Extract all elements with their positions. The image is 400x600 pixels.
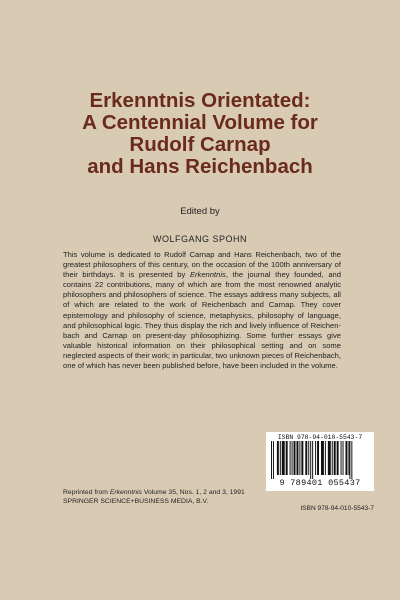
- publisher-name: SPRINGER SCIENCE+BUSINESS MEDIA, B.V.: [63, 497, 209, 505]
- barcode-bar: [305, 441, 307, 475]
- barcode-bar: [310, 441, 311, 479]
- barcode-bar: [294, 441, 296, 475]
- barcode-bar: [348, 441, 349, 475]
- barcode-bar: [325, 441, 326, 475]
- book-title: [40, 90, 360, 178]
- barcode-bar: [277, 441, 279, 475]
- reprint-prefix: Reprinted from: [63, 489, 110, 496]
- barcode-bar: [271, 441, 272, 479]
- barcode-bar: [273, 441, 274, 479]
- barcode-bar: [328, 441, 331, 475]
- barcode-bar: [296, 441, 298, 475]
- barcode-bar: [351, 441, 352, 479]
- barcode-bar: [315, 441, 316, 475]
- barcode-bar: [301, 441, 303, 475]
- barcode-bar: [337, 441, 339, 475]
- barcode-bar: [334, 441, 336, 475]
- barcode-bar: [299, 441, 300, 475]
- edited-by-label: Edited by: [180, 206, 220, 217]
- barcode-bar: [282, 441, 285, 475]
- barcode-bar: [290, 441, 291, 475]
- title-line-2: A Centennial Volume for: [82, 111, 318, 134]
- barcode-bar: [343, 441, 344, 475]
- title-line-1: Erkenntnis Orientated:: [89, 89, 311, 112]
- barcode-isbn-label: ISBN 978-94-010-5543-7: [277, 434, 363, 441]
- barcode-bar: [280, 441, 281, 475]
- book-description: [63, 250, 341, 371]
- barcode-bar: [317, 441, 319, 475]
- barcode-bar: [321, 441, 324, 475]
- description-journal-name: Erkenntnis: [189, 270, 226, 280]
- barcode-bar: [349, 441, 350, 479]
- barcode-bar: [312, 441, 313, 479]
- barcode-ean-digits: 9 789401 055437: [279, 478, 361, 488]
- barcode-bar: [345, 441, 347, 475]
- barcode-bar: [332, 441, 333, 475]
- description-part-2: , the journal they founded, and contains 22 contributions, many of which are from the most renowned analytic philosophers and philosophers of science. The essays address many subjects, all of which are related to the work of Reichenbach and Carnap. They cover epistemology and philosophy of science, metaphysics, philosophy of language, and philosophical logic. They thus display the rich and lively influence of Reichenbach and Carnap on present-day philosophizing. Some further essays give valuable historical information on their philosophical setting and on some neglected aspects of their work; in particular, two unknown pieces of Reichenbach, one of which has never been published before, have been included in the volume.: [63, 270, 341, 371]
- barcode-bar: [292, 441, 293, 475]
- isbn-number: ISBN 978-94-010-5543-7: [300, 505, 374, 512]
- isbn-barcode: [266, 432, 374, 491]
- reprint-notice: [63, 489, 263, 506]
- barcode-bars: [270, 441, 370, 479]
- editor-name: WOLFGANG SPOHN: [152, 234, 247, 244]
- description-part-1: This volume is dedicated to Rudolf Carnap and Hans Reichenbach, two of the greatest philosophers of this century, on the occasion of the 100th anniversary of their birthdays. It is presented by: [63, 250, 341, 280]
- title-line-4: and Hans Reichenbach: [87, 155, 313, 178]
- reprint-suffix: Volume 35, Nos. 1, 2 and 3, 1991: [141, 489, 245, 496]
- reprint-line: [63, 489, 263, 498]
- title-line-3: Rudolf Carnap: [129, 133, 271, 156]
- barcode-bar: [341, 441, 342, 475]
- barcode-bar: [308, 441, 309, 475]
- reprint-journal: Erkenntnis: [109, 489, 142, 496]
- barcode-bar: [286, 441, 288, 475]
